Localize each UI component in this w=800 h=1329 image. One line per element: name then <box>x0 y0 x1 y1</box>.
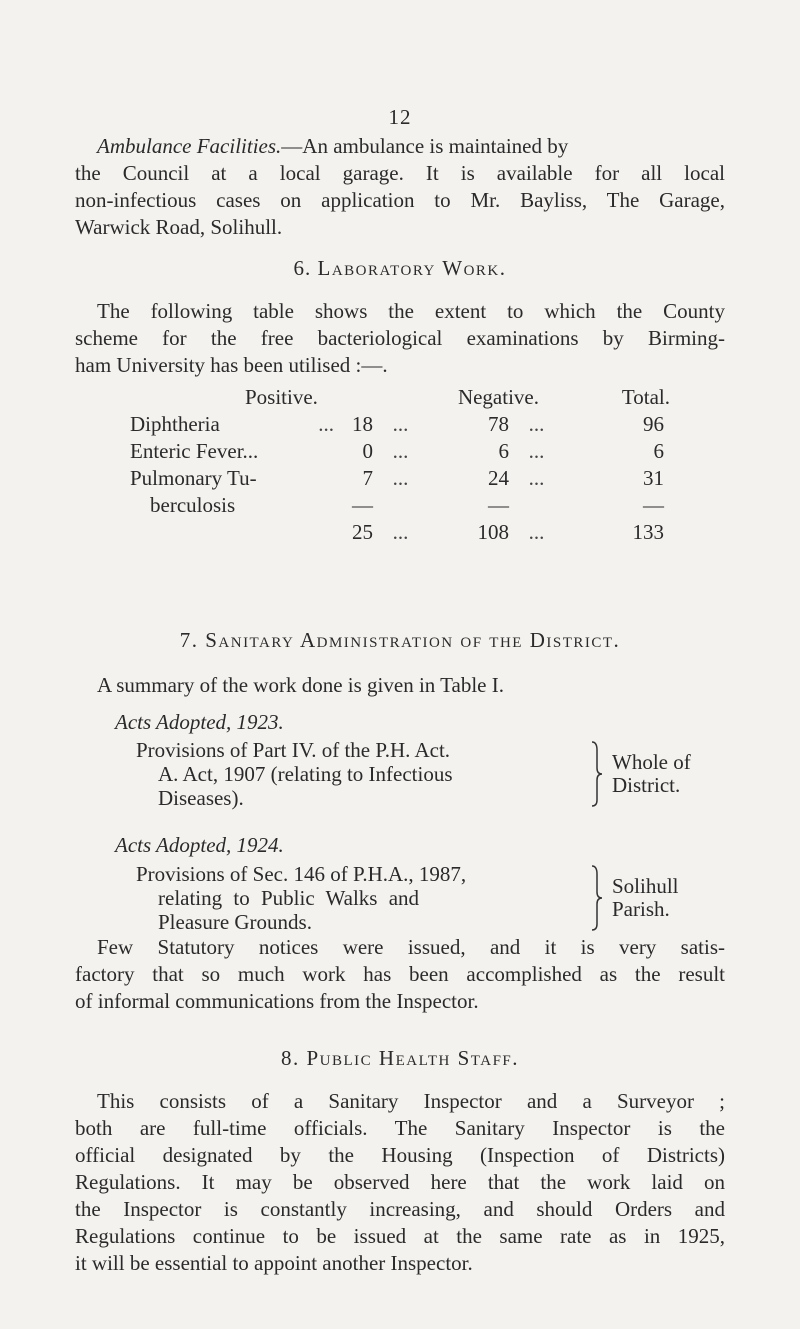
section-7-number: 7. <box>179 628 199 652</box>
lab-intro-paragraph <box>75 298 725 379</box>
section-7-title: Sanitary Administration of the District. <box>205 628 621 652</box>
acts-1924-applies <box>612 875 679 921</box>
table-row <box>130 412 664 439</box>
acts-1923-body <box>136 738 453 810</box>
table-header-row <box>130 385 664 412</box>
table-row-continuation <box>130 493 664 520</box>
ambulance-title: Ambulance Facilities. <box>97 134 282 158</box>
header-total: Total. <box>621 385 670 409</box>
notices-line-1: Few Statutory notices were issued, and it is very satis- <box>97 935 725 959</box>
section-7-intro: A summary of the work done is given in Table I. <box>97 673 504 697</box>
row-dots: ... <box>528 520 545 544</box>
negative-total: 108 <box>477 520 509 544</box>
positive-total: 25 <box>351 520 373 544</box>
acts-1924-body <box>136 862 466 934</box>
header-positive: Positive. <box>245 385 318 409</box>
section-8-title: Public Health Staff. <box>306 1046 520 1070</box>
acts-1923-title: Acts Adopted, 1923. <box>115 710 284 734</box>
section-8-line-4: Regulations. It may be observed here that the work laid on <box>75 1170 725 1194</box>
section-6-heading <box>0 256 800 281</box>
row-dots: ... <box>392 439 409 463</box>
section-8-number: 8. <box>280 1046 300 1070</box>
row-label: Diphtheria <box>130 412 220 436</box>
notices-paragraph <box>75 934 725 1015</box>
total-value: 96 <box>642 412 664 436</box>
section-8-line-3: official designated by the Housing (Inspection of Districts) <box>75 1143 725 1167</box>
applies-line-1: Solihull <box>612 874 679 898</box>
row-dots: ... <box>392 466 409 490</box>
positive-value: 7 <box>362 466 373 490</box>
section-8-line-1: This consists of a Sanitary Inspector and a Surveyor ; <box>97 1089 725 1113</box>
applies-line-1: Whole of <box>612 750 691 774</box>
table-row <box>130 466 664 493</box>
table-totals-row <box>130 520 664 547</box>
section-8-heading <box>0 1046 800 1071</box>
sum-rule: — <box>642 493 664 517</box>
negative-value: 24 <box>487 466 509 490</box>
acts-1923-line-2: A. Act, 1907 (relating to Infectious <box>158 762 453 786</box>
lab-results-table <box>130 385 670 547</box>
acts-1923-line-3: Diseases). <box>158 786 244 810</box>
total-value: 31 <box>642 466 664 490</box>
row-dots: ... <box>392 520 409 544</box>
acts-1924-title: Acts Adopted, 1924. <box>115 833 284 857</box>
acts-1924-line-1: Provisions of Sec. 146 of P.H.A., 1987, <box>136 862 467 886</box>
header-negative: Negative. <box>457 385 539 409</box>
row-label-continuation: berculosis <box>150 493 236 517</box>
ambulance-text-line-4: Warwick Road, Solihull. <box>75 215 283 239</box>
row-dots: ... <box>318 412 334 436</box>
notices-line-2: factory that so much work has been accomplished as the result <box>75 962 725 986</box>
section-8-paragraph <box>75 1088 725 1277</box>
row-dots: ... <box>528 439 545 463</box>
row-dots: ... <box>528 466 545 490</box>
brace-1923-icon <box>588 738 606 810</box>
row-dots: ... <box>392 412 409 436</box>
acts-1923-applies <box>612 751 691 797</box>
total-value: 6 <box>653 439 664 463</box>
negative-value: 6 <box>498 439 509 463</box>
row-label: Pulmonary Tu- <box>130 466 257 490</box>
acts-1924-line-2: relating to Public Walks and <box>158 886 420 910</box>
lab-intro-line-3: ham University has been utilised :—. <box>75 353 388 377</box>
table-row <box>130 439 664 466</box>
ambulance-paragraph <box>75 133 725 241</box>
brace-1924-icon <box>588 862 606 934</box>
ambulance-text-line-3: non-infectious cases on application to Mr. Bayliss, The Garage, <box>75 188 725 212</box>
lab-intro-line-2: scheme for the free bacteriological examinations by Birming- <box>75 326 725 350</box>
section-8-line-5: the Inspector is constantly increasing, and should Orders and <box>75 1197 725 1221</box>
acts-1924-line-3: Pleasure Grounds. <box>158 910 312 934</box>
section-6-number: 6. <box>293 256 312 280</box>
positive-value: 18 <box>351 412 373 436</box>
applies-line-2: Parish. <box>612 897 670 921</box>
notices-line-3: of informal communications from the Inspector. <box>75 989 479 1013</box>
section-8-line-2: both are full-time officials. The Sanitary Inspector is the <box>75 1116 725 1140</box>
ambulance-text-line-1: —An ambulance is maintained by <box>281 134 569 158</box>
row-dots: ... <box>528 412 545 436</box>
positive-value: 0 <box>362 439 373 463</box>
section-8-line-7: it will be essential to appoint another Inspector. <box>75 1251 473 1275</box>
grand-total: 133 <box>632 520 664 544</box>
acts-1923-line-1: Provisions of Part IV. of the P.H. Act. <box>136 738 451 762</box>
negative-value: 78 <box>487 412 509 436</box>
section-8-line-6: Regulations continue to be issued at the same rate as in 1925, <box>75 1224 725 1248</box>
section-6-title: Laboratory Work. <box>317 256 507 280</box>
ambulance-text-line-2: the Council at a local garage. It is available for all local <box>75 161 725 185</box>
row-label: Enteric Fever... <box>130 439 259 463</box>
page-number: 12 <box>388 105 412 129</box>
applies-line-2: District. <box>612 773 681 797</box>
sum-rule: — <box>487 493 509 517</box>
lab-intro-line-1: The following table shows the extent to which the County <box>97 299 725 323</box>
section-7-heading <box>0 628 800 653</box>
sum-rule: — <box>351 493 373 517</box>
